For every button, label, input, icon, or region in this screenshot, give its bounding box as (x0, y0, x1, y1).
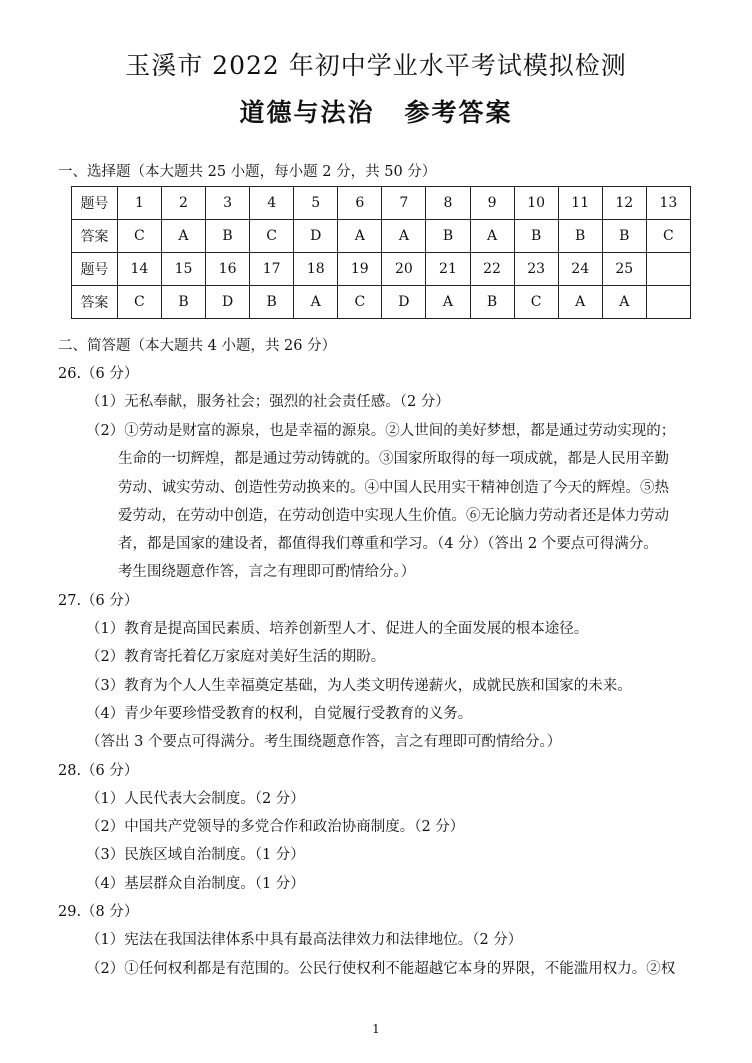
answer-cell: A (558, 286, 602, 319)
question-number-row (72, 187, 691, 220)
question-number-cell: 14 (117, 253, 161, 286)
q28-answer-4: （4）基层群众自治制度。（1 分） (86, 876, 305, 892)
answer-cell: B (206, 220, 250, 253)
q29-answer-2-line-1: （2）①任何权利都是有范围的。公民行使权利不能超越它本身的界限，不能滥用权力。②权 (86, 961, 676, 977)
answer-cell: A (294, 286, 338, 319)
q29-answer-1: （1）宪法在我国法律体系中具有最高法律效力和法律地位。（2 分） (86, 932, 523, 948)
answer-cell: B (602, 220, 646, 253)
row-label: 题号 (72, 253, 118, 286)
subject-label: 道德与法治 (239, 98, 375, 127)
answer-cell: B (470, 286, 514, 319)
choice-answer-table (71, 186, 691, 319)
question-27-number: 27.（6 分） (58, 593, 139, 609)
question-number-cell: 5 (294, 187, 338, 220)
q27-answer-1: （1）教育是提高国民素质、培养创新型人才、促进人的全面发展的根本途径。 (86, 621, 589, 637)
answer-cell (646, 286, 690, 319)
question-number-row (72, 253, 691, 286)
question-28-number: 28.（6 分） (58, 763, 139, 779)
answer-cell: D (294, 220, 338, 253)
question-number-cell: 25 (602, 253, 646, 286)
q28-answer-2: （2）中国共产党领导的多党合作和政治协商制度。（2 分） (86, 819, 465, 835)
question-number-cell: 6 (338, 187, 382, 220)
question-number-cell: 23 (514, 253, 558, 286)
answer-cell: B (558, 220, 602, 253)
answer-cell: C (250, 220, 294, 253)
question-number-cell: 13 (646, 187, 690, 220)
answer-cell: A (161, 220, 205, 253)
answer-cell: D (382, 286, 426, 319)
answer-cell: A (382, 220, 426, 253)
answer-cell: A (470, 220, 514, 253)
answer-cell: B (250, 286, 294, 319)
q26-answer-2-line-1: （2）①劳动是财富的源泉，也是幸福的源泉。②人世间的美好梦想，都是通过劳动实现的； (86, 423, 676, 439)
answer-cell: C (338, 286, 382, 319)
section-1-heading: 一、选择题（本大题共 25 小题，每小题 2 分，共 50 分） (58, 164, 437, 180)
question-number-cell: 16 (206, 253, 250, 286)
page-number: 1 (372, 1022, 380, 1036)
q26-answer-2-line-3: 劳动、诚实劳动、创造性劳动换来的。④中国人民用实干精神创造了今天的辉煌。⑤热 (118, 480, 669, 496)
question-number-cell: 10 (514, 187, 558, 220)
page-subtitle (0, 93, 752, 129)
answer-cell: C (646, 220, 690, 253)
q27-answer-4: （4）青少年要珍惜受教育的权利，自觉履行受教育的义务。 (86, 706, 473, 722)
q27-answer-2: （2）教育寄托着亿万家庭对美好生活的期盼。 (86, 649, 386, 665)
question-number-cell: 24 (558, 253, 602, 286)
answer-cell: D (206, 286, 250, 319)
question-number-cell: 20 (382, 253, 426, 286)
question-number-cell: 11 (558, 187, 602, 220)
answer-row (72, 220, 691, 253)
question-number-cell: 2 (161, 187, 205, 220)
answer-cell: B (426, 220, 470, 253)
answer-cell: C (117, 220, 161, 253)
question-number-cell (646, 253, 690, 286)
answer-cell: A (338, 220, 382, 253)
row-label: 答案 (72, 220, 118, 253)
answer-cell: A (426, 286, 470, 319)
question-number-cell: 1 (117, 187, 161, 220)
question-number-cell: 7 (382, 187, 426, 220)
question-number-cell: 9 (470, 187, 514, 220)
answer-cell: A (602, 286, 646, 319)
question-29-number: 29.（8 分） (58, 904, 139, 920)
answer-row (72, 286, 691, 319)
row-label: 题号 (72, 187, 118, 220)
answer-cell: B (161, 286, 205, 319)
page-title: 玉溪市 2022 年初中学业水平考试模拟检测 (125, 51, 627, 80)
q26-answer-2-line-6: 考生围绕题意作答，言之有理即可酌情给分。） (118, 564, 416, 580)
question-number-cell: 17 (250, 253, 294, 286)
question-number-cell: 3 (206, 187, 250, 220)
q28-answer-1: （1）人民代表大会制度。（2 分） (86, 791, 305, 807)
question-number-cell: 18 (294, 253, 338, 286)
answer-cell: C (117, 286, 161, 319)
question-number-cell: 12 (602, 187, 646, 220)
question-number-cell: 8 (426, 187, 470, 220)
answer-cell: B (514, 220, 558, 253)
q28-answer-3: （3）民族区域自治制度。（1 分） (86, 847, 305, 863)
q26-answer-2-line-2: 生命的一切辉煌，都是通过劳动铸就的。③国家所取得的每一项成就，都是人民用辛勤 (118, 451, 669, 467)
q26-answer-1: （1）无私奉献，服务社会；强烈的社会责任感。（2 分） (86, 394, 450, 410)
question-number-cell: 22 (470, 253, 514, 286)
q27-answer-3: （3）教育为个人人生幸福奠定基础，为人类文明传递薪火，成就民族和国家的未来。 (86, 678, 632, 694)
question-26-number: 26.（6 分） (58, 366, 139, 382)
question-number-cell: 21 (426, 253, 470, 286)
answer-key-label: 参考答案 (404, 98, 513, 127)
answer-cell: C (514, 286, 558, 319)
section-2-heading: 二、简答题（本大题共 4 小题，共 26 分） (58, 338, 337, 354)
q26-answer-2-line-5: 者，都是国家的建设者，都值得我们尊重和学习。（4 分）（答出 2 个要点可得满分。 (118, 536, 658, 552)
question-number-cell: 19 (338, 253, 382, 286)
row-label: 答案 (72, 286, 118, 319)
q27-scoring-note: （答出 3 个要点可得满分。考生围绕题意作答，言之有理即可酌情给分。） (86, 734, 562, 750)
q26-answer-2-line-4: 爱劳动，在劳动中创造，在劳动创造中实现人生价值。⑥无论脑力劳动者还是体力劳动 (118, 508, 669, 524)
question-number-cell: 4 (250, 187, 294, 220)
question-number-cell: 15 (161, 253, 205, 286)
